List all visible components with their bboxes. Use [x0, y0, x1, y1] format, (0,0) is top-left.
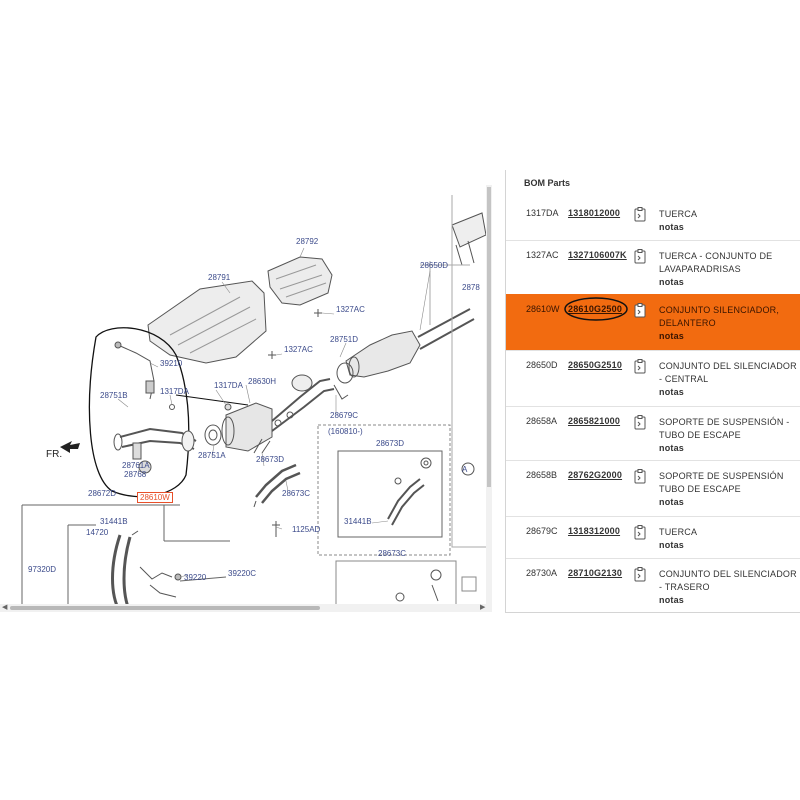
- notes-link[interactable]: notas: [659, 443, 685, 453]
- callout-28751D[interactable]: 28751D: [330, 335, 359, 344]
- callout-1317DA-b[interactable]: 1317DA: [214, 381, 243, 390]
- callout-28751A[interactable]: 28751A: [198, 451, 226, 460]
- notes-link[interactable]: notas: [659, 387, 685, 397]
- callout-1327AC-b[interactable]: 1327AC: [284, 345, 313, 354]
- bom-ref-code: 28650D: [526, 360, 558, 370]
- notes-link[interactable]: notas: [659, 595, 685, 605]
- callout-1317DA-a[interactable]: 1317DA: [160, 387, 189, 396]
- exhaust-system-diagram: [0, 185, 490, 612]
- callout-28679C[interactable]: 28679C: [330, 411, 359, 420]
- callout-28672D[interactable]: 28672D: [88, 489, 117, 498]
- notes-clipboard-icon[interactable]: [634, 415, 646, 430]
- callout-28792[interactable]: 28792: [296, 237, 319, 246]
- bom-ref-code: 28679C: [526, 526, 558, 536]
- bom-title: BOM Parts: [524, 178, 571, 188]
- bom-row[interactable]: [506, 240, 800, 295]
- scroll-right-icon[interactable]: ▶: [480, 604, 486, 611]
- callout-14720[interactable]: 14720: [86, 528, 109, 537]
- bom-description: SOPORTE DE SUSPENSIÓN - TUBO DE ESCAPE: [659, 417, 790, 440]
- bom-description: CONJUNTO DEL SILENCIADOR - CENTRAL: [659, 361, 797, 384]
- notes-clipboard-icon[interactable]: [634, 567, 646, 582]
- bom-row[interactable]: [506, 516, 800, 559]
- bom-description: CONJUNTO DEL SILENCIADOR - TRASERO: [659, 569, 797, 592]
- bom-part-number-link[interactable]: 1327106007K: [568, 250, 627, 260]
- bom-description: TUERCA - CONJUNTO DE LAVAPARADRISAS: [659, 251, 773, 274]
- notes-link[interactable]: notas: [659, 277, 685, 287]
- horizontal-scroll-thumb[interactable]: [10, 606, 320, 610]
- bom-part-number-link[interactable]: 1318012000: [568, 208, 621, 218]
- bom-ref-code: 1327AC: [526, 250, 559, 260]
- fr-arrow-icon: [60, 441, 80, 453]
- callout-28673C-b[interactable]: 28673C: [378, 549, 407, 558]
- notes-clipboard-icon[interactable]: [634, 303, 646, 318]
- diagram-vertical-scrollbar[interactable]: [486, 185, 492, 612]
- callout-31441B-b[interactable]: 31441B: [344, 517, 372, 526]
- notes-clipboard-icon[interactable]: [634, 359, 646, 374]
- callout-A[interactable]: A: [462, 465, 468, 474]
- vertical-scroll-thumb[interactable]: [487, 187, 491, 487]
- bom-description: SOPORTE DE SUSPENSIÓN TUBO DE ESCAPE: [659, 471, 784, 494]
- callout-28768[interactable]: 28768: [124, 470, 147, 479]
- bom-parts-panel: [505, 170, 800, 613]
- diagram-horizontal-scrollbar[interactable]: [0, 604, 490, 612]
- bom-ref-code: 28658A: [526, 416, 558, 426]
- notes-link[interactable]: notas: [659, 222, 685, 232]
- callout-28761A[interactable]: 28761A: [122, 461, 150, 470]
- bom-part-number-link[interactable]: 28650G2510: [568, 360, 623, 370]
- bom-description: TUERCA: [659, 527, 698, 537]
- parts-diagram-panel[interactable]: [0, 185, 490, 612]
- notes-link[interactable]: notas: [659, 497, 685, 507]
- callout-28791[interactable]: 28791: [208, 273, 231, 282]
- callout-97320D[interactable]: 97320D: [28, 565, 57, 574]
- bom-row[interactable]: [506, 460, 800, 517]
- bom-part-number-link[interactable]: 28610G2500: [568, 304, 623, 314]
- callout-39210[interactable]: 39210: [160, 359, 183, 368]
- callout-28630H[interactable]: 28630H: [248, 377, 277, 386]
- bom-part-number-link[interactable]: 28710G2130: [568, 568, 623, 578]
- bom-ref-code: 1317DA: [526, 208, 559, 218]
- callout-39220C[interactable]: 39220C: [228, 569, 257, 578]
- callout-1327AC-a[interactable]: 1327AC: [336, 305, 365, 314]
- callout-28610W-selected[interactable]: 28610W: [137, 492, 173, 503]
- bom-ref-code: 28610W: [526, 304, 560, 314]
- bom-part-number-link[interactable]: 1318312000: [568, 526, 621, 536]
- callout-2878[interactable]: 2878: [462, 283, 480, 292]
- notes-link[interactable]: notas: [659, 331, 685, 341]
- callout-28650D[interactable]: 28650D: [420, 261, 449, 270]
- bom-description: CONJUNTO SILENCIADOR, DELANTERO: [659, 305, 780, 328]
- bom-row-selected[interactable]: [506, 294, 800, 351]
- bom-part-number-link[interactable]: 2865821000: [568, 416, 621, 426]
- notes-link[interactable]: notas: [659, 540, 685, 550]
- bom-row[interactable]: [506, 198, 800, 241]
- bom-part-number-link[interactable]: 28762G2000: [568, 470, 623, 480]
- notes-clipboard-icon[interactable]: [634, 469, 646, 484]
- bom-row[interactable]: [506, 406, 800, 461]
- notes-clipboard-icon[interactable]: [634, 249, 646, 264]
- callout-28673D-b[interactable]: 28673D: [376, 439, 405, 448]
- callout-39220[interactable]: 39220: [184, 573, 207, 582]
- bom-row[interactable]: [506, 350, 800, 407]
- notes-clipboard-icon[interactable]: [634, 525, 646, 540]
- callout-31441B-a[interactable]: 31441B: [100, 517, 128, 526]
- callout-28673C-a[interactable]: 28673C: [282, 489, 311, 498]
- bom-ref-code: 28658B: [526, 470, 558, 480]
- callout-28751B[interactable]: 28751B: [100, 391, 128, 400]
- bom-description: TUERCA: [659, 209, 698, 219]
- callout-1125AD[interactable]: 1125AD: [292, 525, 321, 534]
- hand-drawn-circle-mark: [562, 296, 630, 322]
- scroll-left-icon[interactable]: ◀: [2, 604, 8, 611]
- notes-clipboard-icon[interactable]: [634, 207, 646, 222]
- bom-ref-code: 28730A: [526, 568, 558, 578]
- front-direction-label: FR.: [46, 449, 63, 460]
- callout-28673D-a[interactable]: 28673D: [256, 455, 285, 464]
- sub-box-label: (160810-): [328, 427, 363, 436]
- bom-row[interactable]: [506, 558, 800, 612]
